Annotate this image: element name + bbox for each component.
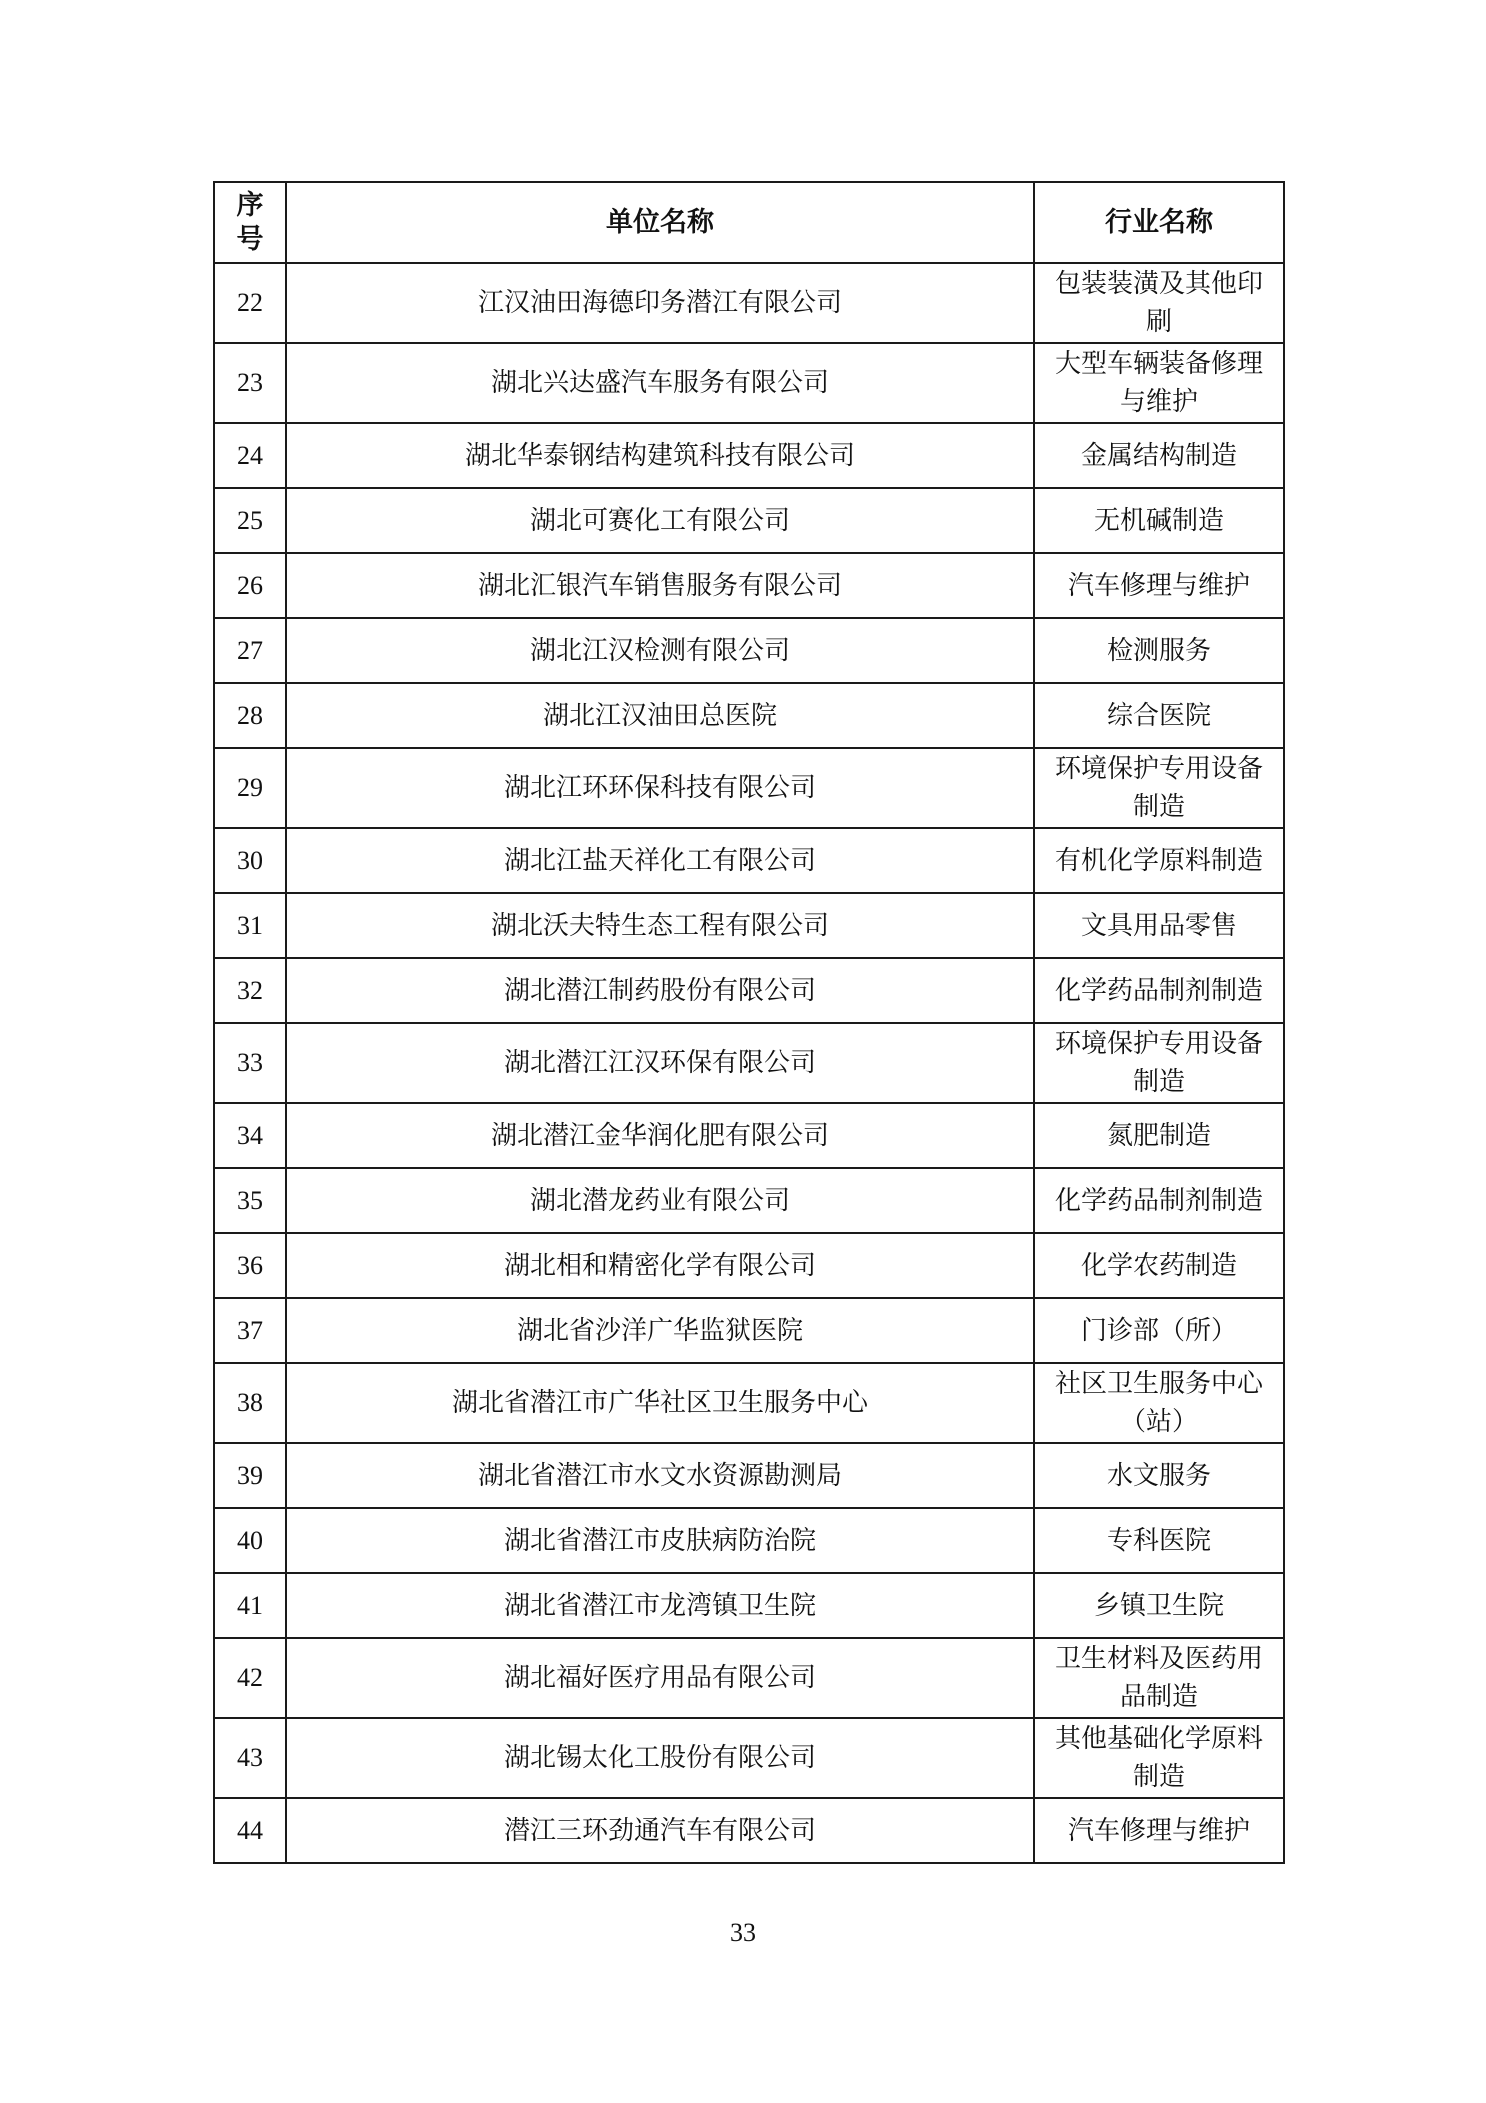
row-industry-name: 汽车修理与维护 [1034, 1798, 1284, 1863]
table-row [214, 1298, 1284, 1363]
row-unit-name: 湖北江汉油田总医院 [286, 683, 1034, 748]
row-serial-number: 42 [214, 1638, 286, 1718]
row-unit-name: 湖北潜江江汉环保有限公司 [286, 1023, 1034, 1103]
row-industry-name: 有机化学原料制造 [1034, 828, 1284, 893]
row-serial-number: 28 [214, 683, 286, 748]
row-industry-name: 环境保护专用设备制造 [1034, 748, 1284, 828]
row-serial-number: 35 [214, 1168, 286, 1233]
table-row [214, 1168, 1284, 1233]
page-number: 33 [730, 1918, 756, 1947]
table-row [214, 958, 1284, 1023]
row-unit-name: 湖北汇银汽车销售服务有限公司 [286, 553, 1034, 618]
table-body [214, 263, 1284, 1863]
row-industry-name: 化学农药制造 [1034, 1233, 1284, 1298]
row-unit-name: 湖北兴达盛汽车服务有限公司 [286, 343, 1034, 423]
table-row [214, 1023, 1284, 1103]
row-unit-name: 湖北可赛化工有限公司 [286, 488, 1034, 553]
row-industry-name: 门诊部（所） [1034, 1298, 1284, 1363]
table-row [214, 1103, 1284, 1168]
row-unit-name: 江汉油田海德印务潜江有限公司 [286, 263, 1034, 343]
row-unit-name: 湖北省潜江市水文水资源勘测局 [286, 1443, 1034, 1508]
row-serial-number: 41 [214, 1573, 286, 1638]
row-industry-name: 检测服务 [1034, 618, 1284, 683]
row-industry-name: 卫生材料及医药用品制造 [1034, 1638, 1284, 1718]
row-serial-number: 38 [214, 1363, 286, 1443]
table-row [214, 488, 1284, 553]
table-row [214, 553, 1284, 618]
table-row [214, 423, 1284, 488]
row-serial-number: 22 [214, 263, 286, 343]
table-row [214, 618, 1284, 683]
table-row [214, 1798, 1284, 1863]
row-serial-number: 29 [214, 748, 286, 828]
table-header-row [214, 182, 1284, 263]
row-serial-number: 25 [214, 488, 286, 553]
row-serial-number: 31 [214, 893, 286, 958]
table-row [214, 683, 1284, 748]
row-unit-name: 湖北福好医疗用品有限公司 [286, 1638, 1034, 1718]
row-unit-name: 湖北沃夫特生态工程有限公司 [286, 893, 1034, 958]
row-unit-name: 湖北潜龙药业有限公司 [286, 1168, 1034, 1233]
header-industry-name: 行业名称 [1034, 182, 1284, 263]
row-industry-name: 社区卫生服务中心（站） [1034, 1363, 1284, 1443]
row-industry-name: 氮肥制造 [1034, 1103, 1284, 1168]
table-row [214, 1638, 1284, 1718]
row-industry-name: 专科医院 [1034, 1508, 1284, 1573]
row-industry-name: 大型车辆装备修理与维护 [1034, 343, 1284, 423]
row-serial-number: 43 [214, 1718, 286, 1798]
row-unit-name: 湖北锡太化工股份有限公司 [286, 1718, 1034, 1798]
row-serial-number: 33 [214, 1023, 286, 1103]
row-unit-name: 湖北潜江制药股份有限公司 [286, 958, 1034, 1023]
row-industry-name: 汽车修理与维护 [1034, 553, 1284, 618]
row-unit-name: 湖北省潜江市广华社区卫生服务中心 [286, 1363, 1034, 1443]
row-industry-name: 综合医院 [1034, 683, 1284, 748]
table-row [214, 1508, 1284, 1573]
row-industry-name: 无机碱制造 [1034, 488, 1284, 553]
row-industry-name: 水文服务 [1034, 1443, 1284, 1508]
row-unit-name: 湖北江汉检测有限公司 [286, 618, 1034, 683]
row-serial-number: 37 [214, 1298, 286, 1363]
row-industry-name: 化学药品制剂制造 [1034, 958, 1284, 1023]
row-serial-number: 34 [214, 1103, 286, 1168]
table-row [214, 343, 1284, 423]
row-industry-name: 化学药品制剂制造 [1034, 1168, 1284, 1233]
row-serial-number: 24 [214, 423, 286, 488]
table-row [214, 1718, 1284, 1798]
row-unit-name: 湖北潜江金华润化肥有限公司 [286, 1103, 1034, 1168]
row-unit-name: 湖北相和精密化学有限公司 [286, 1233, 1034, 1298]
table-row [214, 1573, 1284, 1638]
row-serial-number: 39 [214, 1443, 286, 1508]
row-industry-name: 乡镇卫生院 [1034, 1573, 1284, 1638]
row-industry-name: 包装装潢及其他印刷 [1034, 263, 1284, 343]
row-unit-name: 湖北华泰钢结构建筑科技有限公司 [286, 423, 1034, 488]
row-serial-number: 44 [214, 1798, 286, 1863]
table-row [214, 893, 1284, 958]
row-industry-name: 环境保护专用设备制造 [1034, 1023, 1284, 1103]
table-row [214, 1233, 1284, 1298]
row-industry-name: 文具用品零售 [1034, 893, 1284, 958]
row-serial-number: 30 [214, 828, 286, 893]
enterprise-table [213, 181, 1285, 1864]
header-serial-number: 序号 [214, 182, 286, 263]
table-row [214, 828, 1284, 893]
row-serial-number: 27 [214, 618, 286, 683]
row-serial-number: 23 [214, 343, 286, 423]
row-unit-name: 湖北省潜江市皮肤病防治院 [286, 1508, 1034, 1573]
header-unit-name: 单位名称 [286, 182, 1034, 263]
row-industry-name: 金属结构制造 [1034, 423, 1284, 488]
row-unit-name: 湖北省沙洋广华监狱医院 [286, 1298, 1034, 1363]
row-unit-name: 湖北江环环保科技有限公司 [286, 748, 1034, 828]
table-row [214, 748, 1284, 828]
row-unit-name: 湖北江盐天祥化工有限公司 [286, 828, 1034, 893]
row-serial-number: 26 [214, 553, 286, 618]
row-unit-name: 湖北省潜江市龙湾镇卫生院 [286, 1573, 1034, 1638]
row-industry-name: 其他基础化学原料制造 [1034, 1718, 1284, 1798]
row-unit-name: 潜江三环劲通汽车有限公司 [286, 1798, 1034, 1863]
table-row [214, 1363, 1284, 1443]
table-row [214, 1443, 1284, 1508]
row-serial-number: 36 [214, 1233, 286, 1298]
table-row [214, 263, 1284, 343]
row-serial-number: 40 [214, 1508, 286, 1573]
row-serial-number: 32 [214, 958, 286, 1023]
